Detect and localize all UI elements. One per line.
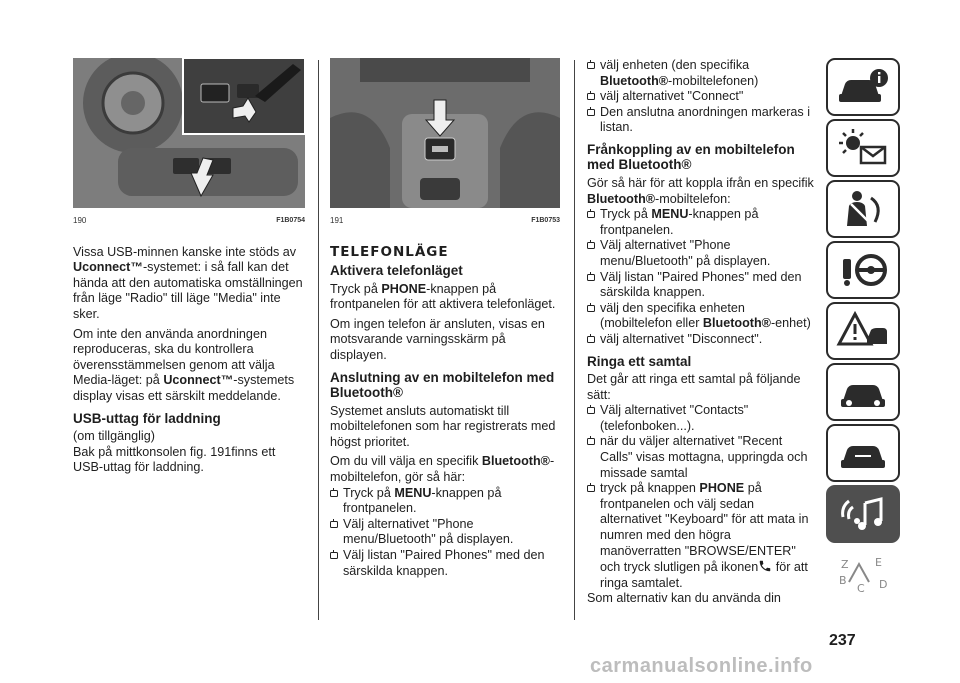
heading-activate-phone: Aktivera telefonläget — [330, 263, 463, 279]
steering-wheel-icon — [835, 249, 891, 291]
tab-starting-driving[interactable] — [826, 241, 900, 299]
paragraph-usb-location: Bak på mittkonsolen fig. 191finns ett USB-uttag för laddning. — [73, 444, 276, 475]
paragraph-media-mode: Om inte den använda anordningen reproduceras, ska du kontrollera överensstämmelsen genom att välja Media-läget: på Uconnect™-systemets display visas ett särskilt meddelande. — [73, 326, 295, 403]
svg-text:B: B — [839, 574, 847, 587]
tab-index[interactable] — [826, 546, 900, 604]
tab-technical-data[interactable] — [826, 424, 900, 482]
page-number: 237 — [829, 632, 856, 649]
list-item: välj enheten (den specifika Bluetooth®-mobiltelefonen) — [587, 58, 815, 89]
paragraph-disconnect: Gör så här för att koppla ifrån en specifik Bluetooth®-mobiltelefon: — [587, 175, 814, 206]
figure-number: 191 — [330, 216, 344, 225]
figure-190-photo — [73, 58, 305, 208]
checkbox-bullet-icon — [587, 242, 595, 249]
list-item: Välj listan "Paired Phones" med den särskilda knappen. — [330, 548, 560, 579]
list-item: välj alternativet "Connect" — [587, 89, 815, 105]
figure-190-caption — [73, 213, 305, 229]
car-service-icon — [835, 371, 891, 413]
list-item: Den anslutna anordningen markeras i listan. — [587, 105, 815, 136]
checkbox-bullet-icon — [330, 552, 338, 559]
car-data-icon — [835, 432, 891, 474]
chapter-tabs — [826, 58, 904, 607]
svg-text:D: D — [879, 578, 888, 591]
paragraph-choose-phone: Om du vill välja en specifik Bluetooth®-mobiltelefon, gör så här: — [330, 454, 555, 485]
checkbox-bullet-icon — [587, 93, 595, 100]
checkbox-bullet-icon — [587, 109, 595, 116]
list-item: Välj alternativet "Contacts" (telefonboken...). — [587, 403, 815, 434]
checkbox-bullet-icon — [587, 438, 595, 445]
paragraph-no-phone: Om ingen telefon är ansluten, visas en motsvarande varningsskärm på displayen. — [330, 316, 545, 363]
list-item: Tryck på MENU-knappen på frontpanelen. — [330, 486, 560, 517]
column-divider — [574, 60, 575, 620]
figure-code: F1B0754 — [276, 217, 305, 224]
checkbox-bullet-icon — [587, 336, 595, 343]
tab-multimedia[interactable] — [826, 485, 900, 543]
phone-handset-icon — [758, 559, 772, 573]
checkbox-bullet-icon — [587, 62, 595, 69]
list-item: Välj listan "Paired Phones" med den särskilda knappen. — [587, 270, 815, 301]
checkbox-bullet-icon — [330, 490, 338, 497]
figure-number: 190 — [73, 216, 87, 225]
svg-text:C: C — [857, 582, 865, 595]
paragraph-usb-support: Vissa USB-minnen kanske inte stöds av Uconnect™-systemet: i så fall kan det hända att den automatiska omställningen från läge "Radio" till läge "Media" inte sker. — [73, 244, 303, 321]
seatbelt-person-icon — [835, 188, 891, 230]
column-1 — [73, 58, 305, 480]
checkbox-bullet-icon — [330, 521, 338, 528]
paragraph-alternative: Som alternativ kan du använda din — [587, 591, 781, 606]
warning-car-icon — [835, 310, 891, 352]
list-item: Välj alternativet "Phone menu/Bluetooth" på displayen. — [587, 238, 815, 269]
column-divider — [318, 60, 319, 620]
list-item: välj alternativet "Disconnect". — [587, 332, 815, 348]
heading-make-call: Ringa ett samtal — [587, 353, 692, 369]
list-item: välj den specifika enheten (mobiltelefon eller Bluetooth®-enhet) — [587, 301, 815, 332]
car-info-icon — [835, 66, 891, 108]
list-item: Välj alternativet "Phone menu/Bluetooth" på displayen. — [330, 517, 560, 548]
list-item: när du väljer alternativet "Recent Calls" visas mottagna, uppringda och missade samtal — [587, 434, 815, 481]
tab-safety[interactable] — [826, 180, 900, 238]
paragraph-auto-connect: Systemet ansluts automatiskt till mobiltelefonen som har registrerats med högst prioritet. — [330, 403, 556, 449]
usb-availability: (om tillgänglig) — [73, 429, 155, 444]
watermark: carmanualsonline.info — [590, 655, 813, 677]
checkbox-bullet-icon — [587, 211, 595, 218]
paragraph-activate: Tryck på PHONE-knappen på frontpanelen för att aktivera telefonläget. — [330, 281, 556, 312]
checkbox-bullet-icon — [587, 407, 595, 414]
svg-text:Z: Z — [841, 558, 849, 571]
list-item: Tryck på MENU-knappen på frontpanelen. — [587, 207, 815, 238]
heading-phone-mode: TELEFONLÄGE — [330, 243, 449, 260]
figure-code: F1B0753 — [531, 217, 560, 224]
column-3 — [587, 58, 815, 611]
checkbox-bullet-icon — [587, 274, 595, 281]
heading-bluetooth-connect: Anslutning av en mobiltelefon med Bluetooth® — [330, 369, 555, 401]
list-item: tryck på knappen PHONE på frontpanelen och välj sedan alternativet "Keyboard" för att mata in numren med den högra manöverratten "BROWSE/ENTER" och tryck slutligen på ikonen för att ringa samtalet. — [587, 481, 815, 591]
checkbox-bullet-icon — [587, 305, 595, 312]
figure-191-caption — [330, 213, 560, 229]
multimedia-music-signal-icon — [835, 493, 891, 535]
svg-text:E: E — [875, 556, 882, 569]
tab-dashboard-info[interactable] — [826, 58, 900, 116]
alphabet-index-icon — [835, 554, 891, 596]
figure-191-photo — [330, 58, 560, 208]
column-2 — [330, 58, 560, 579]
tab-lights-warnings[interactable] — [826, 119, 900, 177]
tab-servicing[interactable] — [826, 363, 900, 421]
tab-emergency[interactable] — [826, 302, 900, 360]
heading-usb-charging: USB-uttag för laddning — [73, 410, 221, 426]
heading-disconnect: Frånkoppling av en mobiltelefon med Bluetooth® — [587, 141, 795, 173]
paragraph-call-intro: Det går att ringa ett samtal på följande sätt: — [587, 372, 801, 402]
sun-envelope-icon — [835, 127, 891, 169]
checkbox-bullet-icon — [587, 485, 595, 492]
